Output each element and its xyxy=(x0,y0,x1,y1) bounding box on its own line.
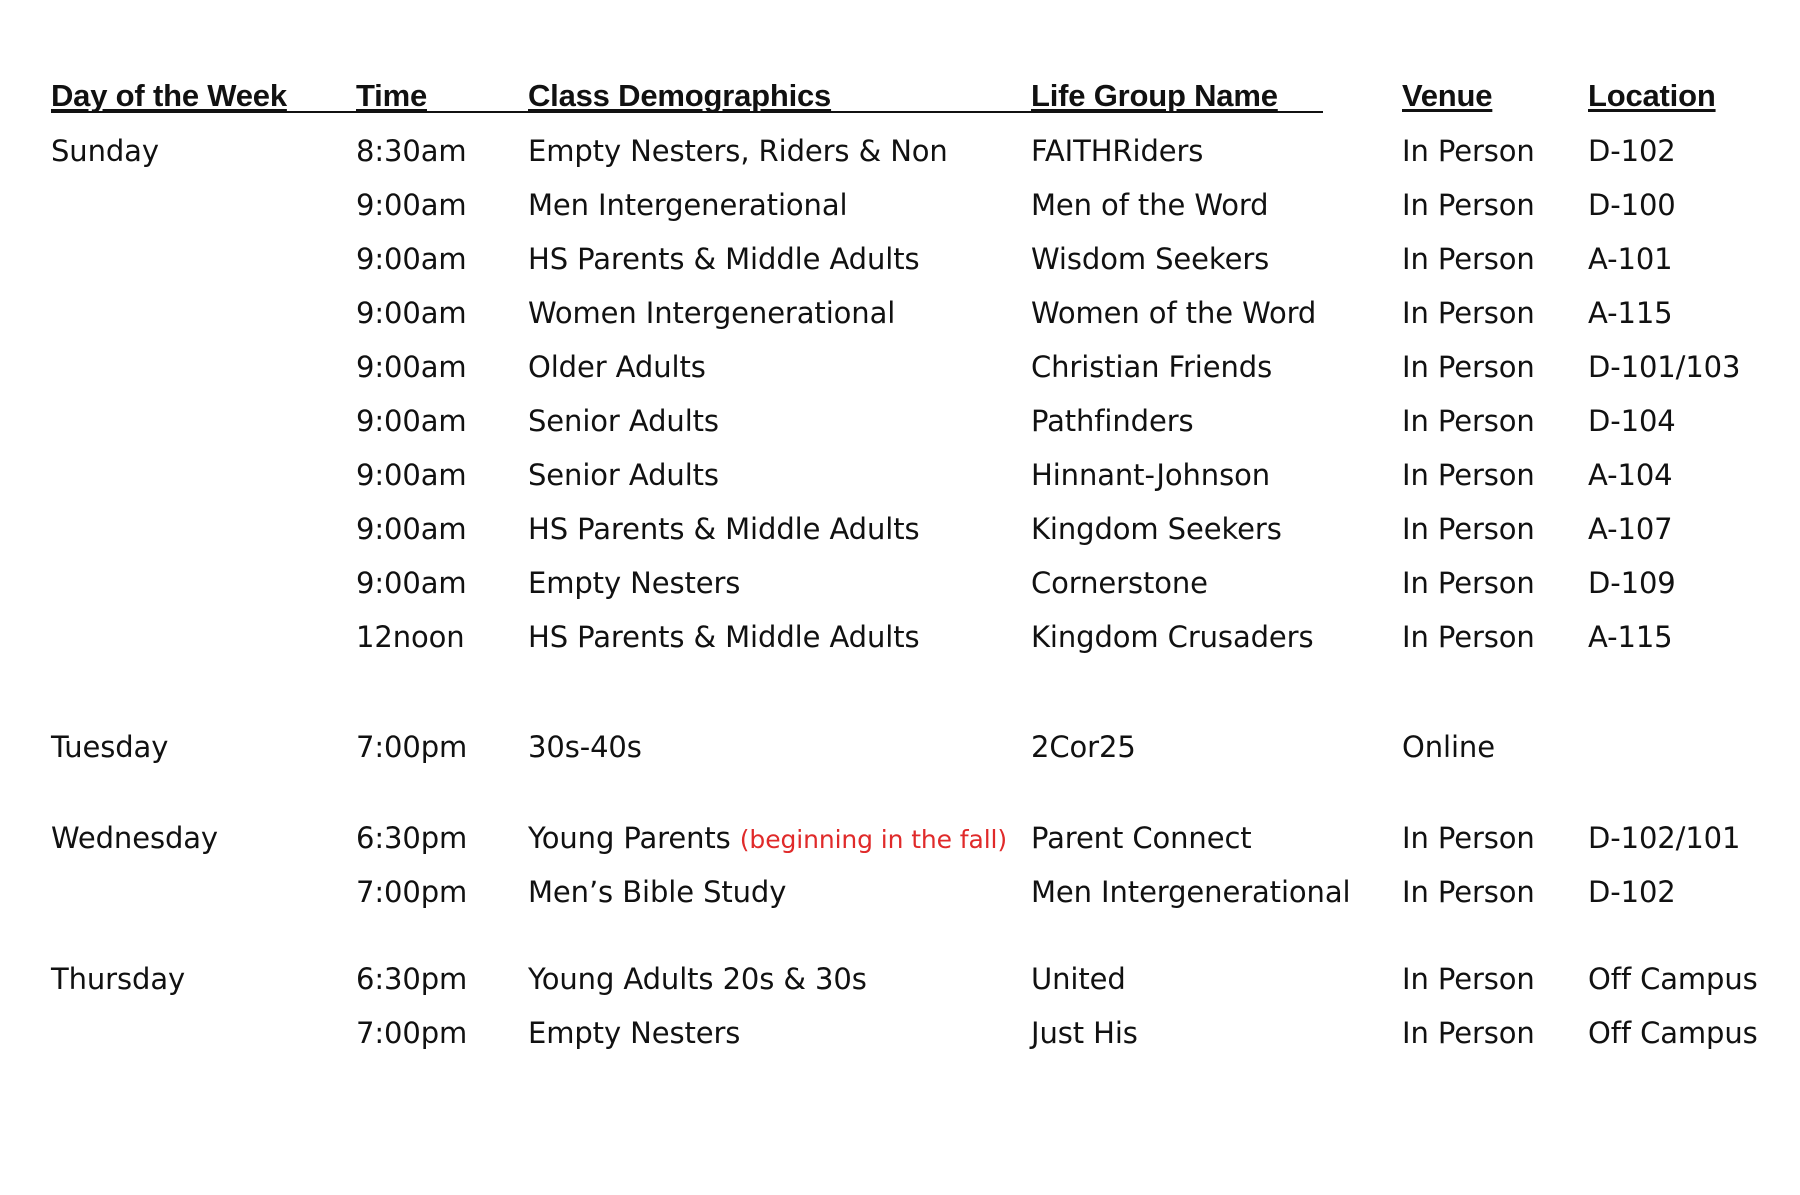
row-time xyxy=(356,188,467,222)
row-venue xyxy=(1402,350,1535,384)
row-location-text: A-115 xyxy=(1588,296,1673,330)
row-time-text: 6:30pm xyxy=(356,821,468,855)
row-demographics xyxy=(528,404,719,438)
row-time-text: 9:00am xyxy=(356,512,467,546)
row-group-name-text: Pathfinders xyxy=(1031,404,1194,438)
row-demographics xyxy=(528,962,867,996)
row-location-text: A-101 xyxy=(1588,242,1673,276)
row-time xyxy=(356,242,467,276)
row-location-text: D-100 xyxy=(1588,188,1676,222)
row-venue-text: In Person xyxy=(1402,566,1535,600)
row-location-text: D-102 xyxy=(1588,875,1676,909)
row-day-text: Tuesday xyxy=(51,730,169,764)
row-location xyxy=(1588,821,1740,855)
row-time xyxy=(356,350,467,384)
row-group-name-text: Cornerstone xyxy=(1031,566,1208,600)
row-venue-text: In Person xyxy=(1402,620,1535,654)
row-demographics-text: HS Parents & Middle Adults xyxy=(528,512,920,546)
header-location: Location xyxy=(1588,78,1716,113)
row-location xyxy=(1588,404,1676,438)
row-venue xyxy=(1402,962,1535,996)
row-group-name xyxy=(1031,188,1268,222)
row-demographics xyxy=(528,512,920,546)
row-location xyxy=(1588,512,1673,546)
row-venue-text: In Person xyxy=(1402,350,1535,384)
row-venue xyxy=(1402,1016,1535,1050)
row-time-text: 9:00am xyxy=(356,404,467,438)
row-location-text: D-109 xyxy=(1588,566,1676,600)
row-demographics-text: Men’s Bible Study xyxy=(528,875,787,909)
row-location-text: D-102/101 xyxy=(1588,821,1741,855)
row-demographics-text: Men Intergenerational xyxy=(528,188,848,222)
row-demographics xyxy=(528,350,706,384)
row-demographics-text: 30s-40s xyxy=(528,730,642,764)
row-demographics-text: Empty Nesters, Riders & Non xyxy=(528,134,948,168)
row-group-name-text: Kingdom Crusaders xyxy=(1031,620,1314,654)
row-venue-text: In Person xyxy=(1402,296,1535,330)
row-location xyxy=(1588,620,1673,654)
header-demographics: Class Demographics xyxy=(528,78,832,113)
row-day-text: Sunday xyxy=(51,134,159,168)
row-location xyxy=(1588,134,1676,168)
row-group-name-text: Wisdom Seekers xyxy=(1031,242,1270,276)
row-time xyxy=(356,458,467,492)
row-group-name-text: United xyxy=(1031,962,1126,996)
row-group-name xyxy=(1031,404,1194,438)
row-demographics xyxy=(528,566,740,600)
row-group-name-text: Women of the Word xyxy=(1031,296,1317,330)
row-group-name xyxy=(1031,458,1270,492)
row-location xyxy=(1588,296,1673,330)
row-venue xyxy=(1402,512,1535,546)
row-group-name xyxy=(1031,620,1314,654)
row-group-name-text: Men of the Word xyxy=(1031,188,1269,222)
row-demographics xyxy=(528,134,948,168)
row-demographics xyxy=(528,620,920,654)
row-venue-text: In Person xyxy=(1402,1016,1535,1050)
row-demographics xyxy=(528,458,719,492)
row-demographics xyxy=(528,875,786,909)
row-location-text: A-115 xyxy=(1588,620,1673,654)
row-day xyxy=(51,730,168,764)
row-demographics xyxy=(528,242,920,276)
header-day: Day of the Week xyxy=(51,78,287,113)
row-group-name-text: Kingdom Seekers xyxy=(1031,512,1282,546)
row-venue xyxy=(1402,566,1535,600)
row-group-name xyxy=(1031,875,1350,909)
row-location xyxy=(1588,566,1676,600)
row-time xyxy=(356,296,467,330)
row-time-text: 12noon xyxy=(356,620,465,654)
row-venue xyxy=(1402,821,1535,855)
row-day xyxy=(51,821,218,855)
row-demographics-text: Women Intergenerational xyxy=(528,296,896,330)
row-time-text: 9:00am xyxy=(356,566,467,600)
table-header xyxy=(51,78,1716,114)
row-day-text: Wednesday xyxy=(51,821,218,855)
row-group-name xyxy=(1031,566,1208,600)
row-time xyxy=(356,620,465,654)
row-location xyxy=(1588,962,1758,996)
row-venue xyxy=(1402,458,1535,492)
row-venue xyxy=(1402,188,1535,222)
row-time-text: 7:00pm xyxy=(356,1016,468,1050)
row-location xyxy=(1588,458,1673,492)
row-time-text: 9:00am xyxy=(356,242,467,276)
row-location xyxy=(1588,875,1676,909)
row-demographics xyxy=(528,1016,740,1050)
row-demographics-text: Senior Adults xyxy=(528,458,719,492)
row-demographics-text: HS Parents & Middle Adults xyxy=(528,620,920,654)
row-location-text: Off Campus xyxy=(1588,1016,1758,1050)
row-demographics xyxy=(528,188,847,222)
row-group-name xyxy=(1031,350,1272,384)
header-venue: Venue xyxy=(1402,78,1493,113)
row-demographics-text: Young Adults 20s & 30s xyxy=(528,962,867,996)
row-day-text: Thursday xyxy=(51,962,186,996)
row-time-text: 9:00am xyxy=(356,188,467,222)
row-time xyxy=(356,821,467,855)
row-location-text: Off Campus xyxy=(1588,962,1758,996)
row-location-text: A-107 xyxy=(1588,512,1673,546)
row-venue xyxy=(1402,730,1495,764)
row-demographics-text: HS Parents & Middle Adults xyxy=(528,242,920,276)
header-time: Time xyxy=(356,78,427,113)
row-day xyxy=(51,134,159,168)
row-group-name xyxy=(1031,512,1282,546)
row-group-name-text: Christian Friends xyxy=(1031,350,1273,384)
row-time-text: 7:00pm xyxy=(356,875,468,909)
row-venue xyxy=(1402,242,1535,276)
row-venue xyxy=(1402,296,1535,330)
row-location-text: A-104 xyxy=(1588,458,1673,492)
row-group-name-text: Just His xyxy=(1031,1016,1138,1050)
row-location-text: D-102 xyxy=(1588,134,1676,168)
row-venue-text: In Person xyxy=(1402,458,1535,492)
row-venue-text: In Person xyxy=(1402,242,1535,276)
row-time xyxy=(356,134,467,168)
row-venue-text: In Person xyxy=(1402,875,1535,909)
row-venue-text: In Person xyxy=(1402,962,1535,996)
row-location-text: D-104 xyxy=(1588,404,1676,438)
row-time xyxy=(356,730,467,764)
row-location xyxy=(1588,350,1740,384)
row-group-name xyxy=(1031,821,1252,855)
row-venue xyxy=(1402,875,1535,909)
row-group-name xyxy=(1031,730,1136,764)
row-venue xyxy=(1402,404,1535,438)
row-time xyxy=(356,1016,467,1050)
row-time xyxy=(356,962,467,996)
row-time xyxy=(356,404,467,438)
row-group-name-text: FAITHRiders xyxy=(1031,134,1204,168)
row-demographics-text: Empty Nesters xyxy=(528,566,741,600)
row-venue-text: In Person xyxy=(1402,404,1535,438)
row-time-text: 6:30pm xyxy=(356,962,468,996)
row-time-text: 9:00am xyxy=(356,296,467,330)
row-venue xyxy=(1402,134,1535,168)
row-demographics-text: Older Adults xyxy=(528,350,706,384)
row-day xyxy=(51,962,185,996)
row-time xyxy=(356,566,467,600)
header-group: Life Group Name xyxy=(1031,78,1278,113)
row-time-text: 9:00am xyxy=(356,350,467,384)
row-demographics xyxy=(528,821,1007,855)
row-demographics-text: Empty Nesters xyxy=(528,1016,741,1050)
row-demographics xyxy=(528,296,895,330)
row-group-name xyxy=(1031,296,1316,330)
row-group-name-text: 2Cor25 xyxy=(1031,730,1136,764)
row-location xyxy=(1588,242,1673,276)
row-venue-text: In Person xyxy=(1402,134,1535,168)
row-group-name xyxy=(1031,1016,1138,1050)
row-demographics-text: Senior Adults xyxy=(528,404,719,438)
row-time xyxy=(356,875,467,909)
row-venue-text: In Person xyxy=(1402,821,1535,855)
row-demographics-text: Young Parents xyxy=(528,821,731,855)
row-time xyxy=(356,512,467,546)
row-venue-text: In Person xyxy=(1402,188,1535,222)
row-group-name xyxy=(1031,242,1269,276)
row-location xyxy=(1588,1016,1758,1050)
row-venue xyxy=(1402,620,1535,654)
row-time-text: 9:00am xyxy=(356,458,467,492)
row-venue-text: Online xyxy=(1402,730,1495,764)
row-location xyxy=(1588,188,1676,222)
row-group-name-text: Parent Connect xyxy=(1031,821,1252,855)
row-venue-text: In Person xyxy=(1402,512,1535,546)
header-divider xyxy=(51,111,1323,113)
row-demographics xyxy=(528,730,642,764)
row-group-name xyxy=(1031,962,1126,996)
row-group-name-text: Hinnant-Johnson xyxy=(1031,458,1271,492)
row-time-text: 7:00pm xyxy=(356,730,468,764)
row-time-text: 8:30am xyxy=(356,134,467,168)
row-group-name xyxy=(1031,134,1203,168)
row-note: (beginning in the fall) xyxy=(739,825,1008,854)
row-group-name-text: Men Intergenerational xyxy=(1031,875,1351,909)
row-location-text: D-101/103 xyxy=(1588,350,1741,384)
